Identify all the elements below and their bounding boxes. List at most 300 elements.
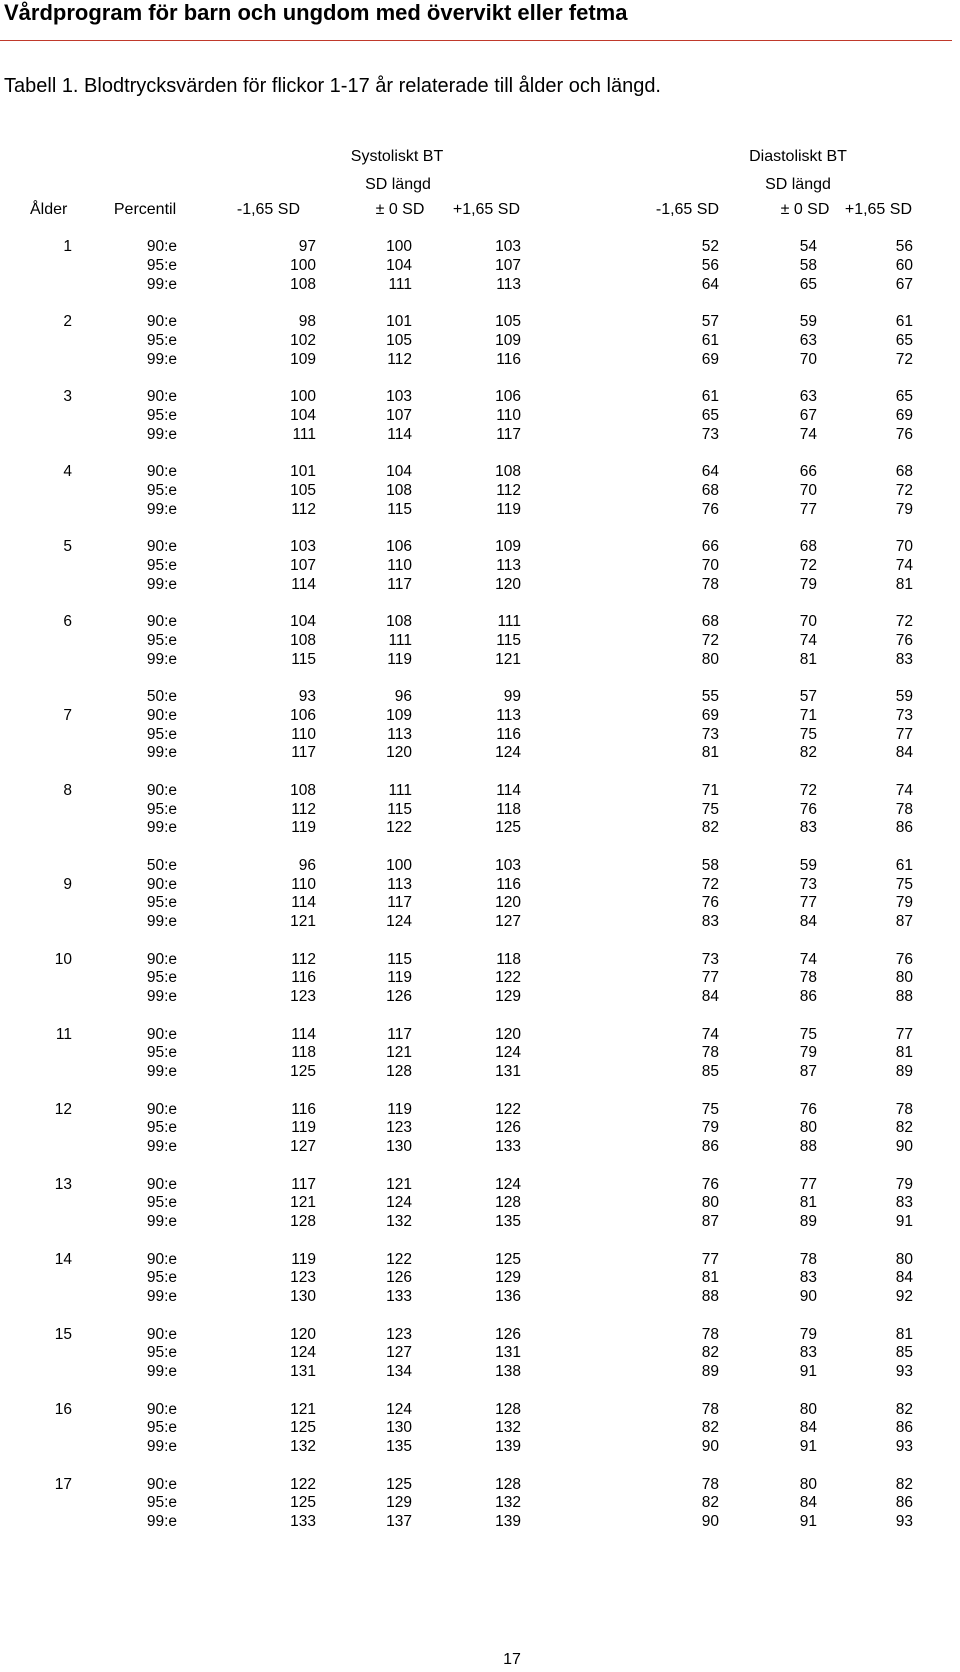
table-row	[0, 425, 960, 444]
cell-sys-minus-sd: 133	[290, 1513, 316, 1530]
cell-dia-zero-sd: 78	[799, 1250, 817, 1268]
cell-sys-minus-sd: 114	[291, 894, 316, 912]
cell-dia-plus-sd: 73	[895, 706, 913, 724]
table-row	[0, 312, 960, 331]
cell-dia-minus-sd: 90	[701, 1513, 719, 1530]
cell-sys-plus-sd: 127	[495, 913, 521, 930]
cell-dia-plus-sd: 77	[895, 725, 913, 743]
cell-dia-plus-sd: 65	[895, 388, 913, 405]
table-row	[0, 893, 960, 912]
table-row	[0, 725, 960, 744]
cell-sys-zero-sd: 115	[387, 800, 412, 818]
cell-sys-plus-sd: 126	[495, 1119, 521, 1137]
cell-dia-zero-sd: 88	[799, 1138, 817, 1155]
cell-dia-zero-sd: 91	[799, 1438, 817, 1455]
cell-sys-minus-sd: 119	[291, 819, 316, 837]
cell-sys-minus-sd: 110	[291, 725, 316, 743]
cell-dia-minus-sd: 88	[701, 1288, 719, 1305]
cell-dia-zero-sd: 77	[799, 894, 817, 912]
cell-sys-zero-sd: 135	[386, 1438, 412, 1455]
cell-sys-plus-sd: 125	[495, 1250, 521, 1268]
table-row	[0, 575, 960, 594]
cell-dia-plus-sd: 92	[895, 1288, 913, 1305]
cell-dia-zero-sd: 80	[799, 1119, 817, 1137]
cell-dia-plus-sd: 79	[895, 1175, 913, 1193]
cell-sys-plus-sd: 116	[496, 350, 521, 368]
table-row	[0, 687, 960, 706]
cell-sys-minus-sd: 106	[290, 706, 316, 724]
cell-percentile: 99:e	[146, 1138, 177, 1155]
table-row	[0, 743, 960, 762]
cell-percentile: 90:e	[146, 1475, 177, 1493]
table-row	[0, 237, 960, 256]
cell-dia-plus-sd: 77	[895, 1025, 913, 1043]
cell-sys-plus-sd: 136	[495, 1288, 521, 1305]
table-row	[0, 875, 960, 894]
cell-dia-plus-sd: 76	[895, 950, 913, 968]
cell-dia-minus-sd: 64	[701, 275, 719, 293]
table-row	[0, 1212, 960, 1231]
cell-dia-plus-sd: 83	[895, 1194, 913, 1212]
cell-sys-plus-sd: 105	[495, 313, 521, 330]
cell-dia-zero-sd: 70	[799, 613, 817, 630]
cell-sys-zero-sd: 123	[386, 1325, 412, 1343]
cell-dia-zero-sd: 74	[799, 950, 817, 968]
cell-sys-zero-sd: 124	[386, 1194, 412, 1212]
cell-dia-minus-sd: 90	[701, 1438, 719, 1455]
cell-dia-plus-sd: 93	[895, 1363, 913, 1380]
cell-percentile: 95:e	[146, 800, 177, 818]
cell-dia-plus-sd: 89	[895, 1063, 913, 1080]
cell-sys-zero-sd: 104	[386, 463, 412, 480]
cell-sys-minus-sd: 115	[291, 650, 316, 668]
cell-sys-plus-sd: 103	[495, 238, 521, 255]
cell-sys-plus-sd: 116	[496, 875, 521, 893]
cell-sys-zero-sd: 137	[386, 1513, 412, 1530]
table-row	[0, 1175, 960, 1194]
cell-dia-plus-sd: 83	[895, 650, 913, 668]
col-header-sys-zero-sd: ± 0 SD	[375, 201, 425, 218]
cell-sys-minus-sd: 118	[291, 1044, 316, 1062]
cell-sys-plus-sd: 129	[495, 988, 521, 1005]
cell-sys-zero-sd: 106	[386, 538, 412, 555]
cell-percentile: 95:e	[146, 725, 177, 743]
cell-sys-minus-sd: 98	[298, 313, 316, 330]
table-row	[0, 1475, 960, 1494]
cell-sys-zero-sd: 111	[388, 781, 412, 799]
cell-sys-minus-sd: 117	[291, 744, 316, 762]
table-row	[0, 912, 960, 931]
col-header-sys-minus-sd: -1,65 SD	[236, 201, 300, 218]
cell-sys-minus-sd: 127	[290, 1138, 316, 1155]
cell-dia-minus-sd: 66	[701, 538, 719, 555]
cell-age: 2	[63, 313, 72, 330]
cell-percentile: 99:e	[146, 1438, 177, 1455]
cell-sys-minus-sd: 97	[298, 238, 316, 255]
cell-dia-plus-sd: 75	[895, 875, 913, 893]
cell-sys-plus-sd: 124	[495, 1175, 521, 1193]
cell-percentile: 90:e	[146, 313, 177, 330]
cell-sys-plus-sd: 108	[495, 463, 521, 480]
cell-sys-minus-sd: 112	[291, 500, 316, 518]
cell-sys-plus-sd: 122	[495, 1100, 521, 1118]
col-header-dia-minus-sd: -1,65 SD	[655, 201, 719, 218]
cell-sys-zero-sd: 114	[387, 425, 412, 443]
cell-sys-zero-sd: 129	[386, 1494, 412, 1512]
cell-sys-plus-sd: 120	[495, 894, 521, 912]
cell-dia-plus-sd: 69	[895, 406, 913, 424]
cell-sys-zero-sd: 107	[386, 406, 412, 424]
table-row	[0, 1193, 960, 1212]
cell-sys-zero-sd: 111	[388, 631, 412, 649]
cell-dia-zero-sd: 80	[799, 1400, 817, 1418]
cell-sys-plus-sd: 122	[495, 969, 521, 987]
col-header-sys-plus-sd: +1,65 SD	[452, 201, 520, 218]
cell-sys-zero-sd: 117	[387, 894, 412, 912]
cell-dia-zero-sd: 77	[799, 1175, 817, 1193]
cell-dia-minus-sd: 80	[701, 1194, 719, 1212]
cell-dia-minus-sd: 77	[701, 1250, 719, 1268]
cell-sys-zero-sd: 101	[386, 313, 412, 330]
cell-percentile: 99:e	[146, 1288, 177, 1305]
cell-percentile: 95:e	[146, 1494, 177, 1512]
cell-sys-minus-sd: 105	[290, 481, 316, 499]
cell-percentile: 90:e	[146, 1025, 177, 1043]
col-header-dia-zero-sd: ± 0 SD	[780, 201, 830, 218]
cell-sys-plus-sd: 128	[495, 1400, 521, 1418]
cell-sys-minus-sd: 125	[290, 1063, 316, 1080]
cell-sys-minus-sd: 102	[290, 331, 316, 349]
cell-sys-minus-sd: 107	[290, 556, 316, 574]
cell-dia-minus-sd: 76	[701, 894, 719, 912]
table-row	[0, 1043, 960, 1062]
cell-percentile: 99:e	[146, 350, 177, 368]
cell-dia-minus-sd: 69	[701, 350, 719, 368]
cell-dia-plus-sd: 59	[895, 688, 913, 705]
title-divider	[0, 40, 952, 41]
table-row	[0, 500, 960, 519]
cell-dia-plus-sd: 91	[895, 1213, 913, 1230]
cell-percentile: 99:e	[146, 988, 177, 1005]
cell-dia-zero-sd: 66	[799, 463, 817, 480]
cell-sys-minus-sd: 116	[291, 969, 316, 987]
cell-sys-minus-sd: 122	[290, 1475, 316, 1493]
table-row	[0, 968, 960, 987]
cell-dia-minus-sd: 68	[701, 613, 719, 630]
cell-sys-zero-sd: 130	[386, 1419, 412, 1437]
cell-sys-minus-sd: 96	[298, 856, 316, 874]
cell-dia-minus-sd: 74	[701, 1025, 719, 1043]
cell-sys-plus-sd: 128	[495, 1194, 521, 1212]
document-title: Vårdprogram för barn och ungdom med övervikt eller fetma	[4, 0, 628, 25]
cell-dia-minus-sd: 78	[701, 1475, 719, 1493]
cell-dia-plus-sd: 88	[895, 988, 913, 1005]
table-row	[0, 612, 960, 631]
cell-dia-plus-sd: 78	[895, 800, 913, 818]
table-row	[0, 1287, 960, 1306]
cell-sys-plus-sd: 126	[495, 1325, 521, 1343]
cell-sys-zero-sd: 124	[386, 1400, 412, 1418]
col-header-dia-plus-sd: +1,65 SD	[844, 201, 912, 218]
cell-dia-plus-sd: 67	[895, 275, 913, 293]
table-row	[0, 1268, 960, 1287]
cell-dia-plus-sd: 70	[895, 538, 913, 555]
cell-sys-minus-sd: 121	[290, 1194, 316, 1212]
cell-dia-minus-sd: 78	[701, 1400, 719, 1418]
cell-dia-plus-sd: 81	[895, 1325, 913, 1343]
cell-dia-plus-sd: 85	[895, 1344, 913, 1362]
cell-percentile: 99:e	[146, 500, 177, 518]
cell-sys-plus-sd: 118	[496, 950, 521, 968]
cell-sys-zero-sd: 96	[394, 688, 412, 705]
cell-sys-plus-sd: 138	[495, 1363, 521, 1380]
cell-sys-minus-sd: 104	[290, 406, 316, 424]
cell-dia-minus-sd: 77	[701, 969, 719, 987]
table-row	[0, 256, 960, 275]
cell-sys-plus-sd: 115	[496, 631, 521, 649]
cell-dia-minus-sd: 52	[701, 238, 719, 255]
cell-dia-zero-sd: 86	[799, 988, 817, 1005]
table-row	[0, 462, 960, 481]
cell-dia-minus-sd: 70	[701, 556, 719, 574]
cell-dia-plus-sd: 76	[895, 631, 913, 649]
cell-dia-minus-sd: 82	[701, 819, 719, 837]
cell-sys-plus-sd: 121	[495, 650, 521, 668]
cell-sys-minus-sd: 103	[290, 538, 316, 555]
cell-sys-minus-sd: 108	[290, 781, 316, 799]
cell-age: 15	[54, 1325, 72, 1343]
cell-sys-zero-sd: 127	[386, 1344, 412, 1362]
table-row	[0, 800, 960, 819]
table-row	[0, 1343, 960, 1362]
table-row	[0, 350, 960, 369]
cell-dia-zero-sd: 83	[799, 819, 817, 837]
cell-sys-plus-sd: 128	[495, 1475, 521, 1493]
cell-sys-plus-sd: 109	[495, 538, 521, 555]
table-row	[0, 275, 960, 294]
table-row	[0, 1118, 960, 1137]
cell-percentile: 90:e	[146, 1175, 177, 1193]
cell-dia-plus-sd: 78	[895, 1100, 913, 1118]
cell-percentile: 90:e	[146, 613, 177, 630]
cell-sys-plus-sd: 107	[495, 256, 521, 274]
cell-dia-minus-sd: 76	[701, 500, 719, 518]
cell-percentile: 99:e	[146, 819, 177, 837]
cell-dia-plus-sd: 65	[895, 331, 913, 349]
table-row	[0, 556, 960, 575]
cell-percentile: 90:e	[146, 1325, 177, 1343]
cell-dia-zero-sd: 89	[799, 1213, 817, 1230]
cell-dia-zero-sd: 67	[799, 406, 817, 424]
cell-dia-zero-sd: 90	[799, 1288, 817, 1305]
cell-percentile: 95:e	[146, 1194, 177, 1212]
table-row	[0, 950, 960, 969]
cell-dia-zero-sd: 63	[799, 331, 817, 349]
cell-sys-zero-sd: 108	[386, 613, 412, 630]
cell-percentile: 90:e	[146, 706, 177, 724]
cell-dia-zero-sd: 75	[799, 725, 817, 743]
cell-dia-minus-sd: 71	[701, 781, 719, 799]
cell-dia-plus-sd: 56	[895, 238, 913, 255]
cell-sys-minus-sd: 123	[290, 988, 316, 1005]
cell-sys-plus-sd: 132	[495, 1494, 521, 1512]
cell-sys-plus-sd: 103	[495, 856, 521, 874]
cell-percentile: 95:e	[146, 331, 177, 349]
cell-dia-zero-sd: 79	[799, 1325, 817, 1343]
table-row	[0, 856, 960, 875]
table-row	[0, 1100, 960, 1119]
cell-percentile: 90:e	[146, 950, 177, 968]
cell-sys-minus-sd: 121	[290, 913, 316, 930]
cell-percentile: 95:e	[146, 1269, 177, 1287]
cell-sys-plus-sd: 114	[496, 781, 521, 799]
cell-sys-plus-sd: 133	[495, 1138, 521, 1155]
cell-sys-minus-sd: 120	[290, 1325, 316, 1343]
cell-dia-zero-sd: 83	[799, 1344, 817, 1362]
cell-sys-plus-sd: 99	[503, 688, 521, 705]
cell-sys-minus-sd: 116	[291, 1100, 316, 1118]
table-row	[0, 631, 960, 650]
cell-dia-plus-sd: 79	[895, 500, 913, 518]
table-row	[0, 481, 960, 500]
cell-dia-minus-sd: 87	[701, 1213, 719, 1230]
cell-sys-zero-sd: 113	[387, 875, 412, 893]
cell-dia-plus-sd: 86	[895, 1494, 913, 1512]
cell-percentile: 90:e	[146, 1400, 177, 1418]
cell-sys-plus-sd: 111	[497, 613, 521, 630]
cell-sys-zero-sd: 119	[387, 969, 412, 987]
cell-sys-zero-sd: 122	[386, 819, 412, 837]
cell-dia-plus-sd: 74	[895, 781, 913, 799]
cell-dia-plus-sd: 81	[895, 575, 913, 593]
cell-sys-minus-sd: 119	[291, 1250, 316, 1268]
table-row	[0, 781, 960, 800]
cell-age: 8	[63, 781, 72, 799]
cell-dia-minus-sd: 78	[701, 575, 719, 593]
cell-dia-zero-sd: 79	[799, 575, 817, 593]
cell-sys-zero-sd: 130	[386, 1138, 412, 1155]
cell-dia-plus-sd: 90	[895, 1138, 913, 1155]
systolic-sd-length-header: SD längd	[365, 176, 431, 193]
cell-sys-minus-sd: 110	[291, 875, 316, 893]
cell-dia-zero-sd: 74	[799, 425, 817, 443]
table-row	[0, 1362, 960, 1381]
cell-dia-zero-sd: 68	[799, 538, 817, 555]
cell-sys-minus-sd: 125	[290, 1494, 316, 1512]
table-row	[0, 706, 960, 725]
cell-dia-minus-sd: 84	[701, 988, 719, 1005]
cell-sys-minus-sd: 108	[290, 275, 316, 293]
cell-dia-minus-sd: 72	[701, 875, 719, 893]
cell-sys-zero-sd: 133	[386, 1288, 412, 1305]
cell-sys-zero-sd: 115	[387, 500, 412, 518]
cell-dia-zero-sd: 79	[799, 1044, 817, 1062]
cell-dia-zero-sd: 78	[799, 969, 817, 987]
cell-age: 12	[54, 1100, 72, 1118]
cell-dia-zero-sd: 91	[799, 1513, 817, 1530]
cell-dia-minus-sd: 58	[701, 856, 719, 874]
diastolic-group-header: Diastoliskt BT	[749, 148, 847, 165]
cell-dia-zero-sd: 83	[799, 1269, 817, 1287]
cell-dia-plus-sd: 79	[895, 894, 913, 912]
table-row	[0, 987, 960, 1006]
cell-sys-minus-sd: 128	[290, 1213, 316, 1230]
cell-sys-zero-sd: 100	[386, 856, 412, 874]
systolic-group-header: Systoliskt BT	[350, 148, 444, 165]
cell-age: 9	[63, 875, 72, 893]
cell-age: 11	[55, 1025, 72, 1043]
cell-dia-minus-sd: 83	[701, 913, 719, 930]
table-row	[0, 1325, 960, 1344]
cell-percentile: 99:e	[146, 1063, 177, 1080]
cell-sys-plus-sd: 139	[495, 1513, 521, 1530]
table-row	[0, 1062, 960, 1081]
cell-dia-plus-sd: 61	[895, 313, 913, 330]
cell-percentile: 90:e	[146, 238, 177, 255]
cell-sys-minus-sd: 112	[291, 800, 316, 818]
cell-dia-plus-sd: 72	[895, 350, 913, 368]
cell-dia-zero-sd: 82	[799, 744, 817, 762]
page-number: 17	[503, 1651, 521, 1668]
cell-sys-zero-sd: 117	[387, 575, 412, 593]
cell-sys-zero-sd: 111	[388, 275, 412, 293]
table-row	[0, 1025, 960, 1044]
cell-sys-minus-sd: 100	[290, 256, 316, 274]
cell-sys-minus-sd: 111	[292, 425, 316, 443]
cell-dia-zero-sd: 65	[799, 275, 817, 293]
cell-age: 6	[63, 613, 72, 630]
cell-sys-minus-sd: 121	[290, 1400, 316, 1418]
cell-sys-minus-sd: 124	[290, 1344, 316, 1362]
cell-dia-zero-sd: 57	[799, 688, 817, 705]
cell-dia-zero-sd: 76	[799, 800, 817, 818]
cell-dia-plus-sd: 81	[895, 1044, 913, 1062]
cell-sys-plus-sd: 124	[495, 744, 521, 762]
cell-sys-zero-sd: 121	[386, 1175, 412, 1193]
cell-percentile: 50:e	[146, 688, 177, 705]
cell-dia-zero-sd: 84	[799, 1419, 817, 1437]
cell-dia-minus-sd: 81	[701, 744, 719, 762]
cell-dia-plus-sd: 84	[895, 744, 913, 762]
cell-percentile: 99:e	[146, 650, 177, 668]
cell-sys-zero-sd: 124	[386, 913, 412, 930]
cell-sys-minus-sd: 112	[291, 950, 316, 968]
cell-percentile: 90:e	[146, 781, 177, 799]
cell-sys-minus-sd: 100	[290, 388, 316, 405]
col-header-percentile: Percentil	[113, 201, 177, 218]
cell-sys-minus-sd: 131	[290, 1363, 316, 1380]
cell-dia-plus-sd: 86	[895, 1419, 913, 1437]
cell-sys-minus-sd: 132	[290, 1438, 316, 1455]
cell-sys-zero-sd: 126	[386, 988, 412, 1005]
cell-dia-plus-sd: 60	[895, 256, 913, 274]
cell-dia-zero-sd: 59	[799, 313, 817, 330]
cell-sys-zero-sd: 112	[387, 350, 412, 368]
cell-dia-minus-sd: 57	[701, 313, 719, 330]
cell-sys-zero-sd: 122	[386, 1250, 412, 1268]
cell-age: 13	[54, 1175, 72, 1193]
cell-percentile: 50:e	[146, 856, 177, 874]
cell-percentile: 99:e	[146, 275, 177, 293]
table-row	[0, 818, 960, 837]
cell-sys-zero-sd: 119	[387, 650, 412, 668]
cell-age: 10	[54, 950, 72, 968]
cell-dia-zero-sd: 70	[799, 481, 817, 499]
cell-dia-zero-sd: 87	[799, 1063, 817, 1080]
cell-sys-plus-sd: 113	[496, 556, 521, 574]
cell-sys-plus-sd: 135	[495, 1213, 521, 1230]
cell-percentile: 90:e	[146, 1250, 177, 1268]
